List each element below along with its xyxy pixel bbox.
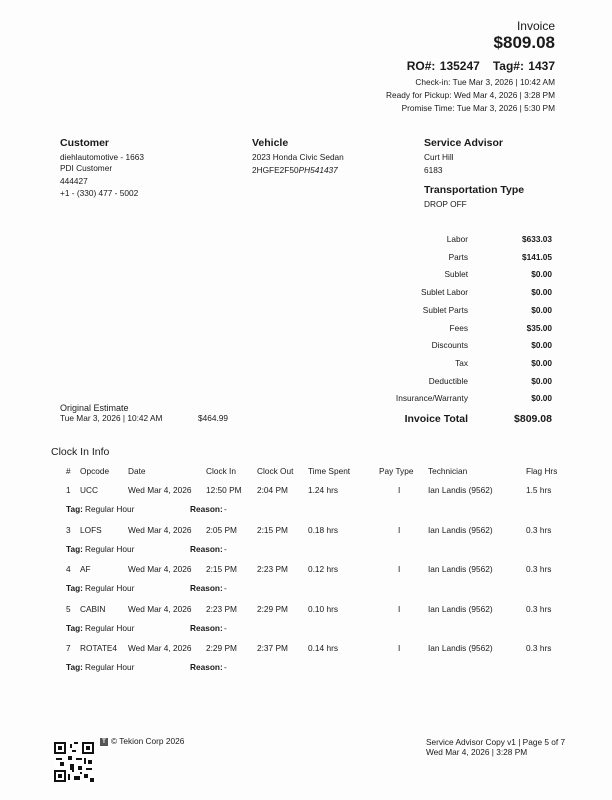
invoice-total-label: Invoice Total [404, 413, 468, 425]
ro-number: 135247 [439, 59, 480, 73]
clock-reason-label: Reason: [190, 662, 223, 673]
clock-cell-opcode: AF [80, 564, 91, 575]
summary-value: $35.00 [526, 322, 552, 333]
clock-cell-flag: 0.3 hrs [526, 524, 552, 535]
customer-type: PDI Customer [60, 163, 113, 173]
clock-column-header: Clock In [206, 466, 236, 476]
clock-cell-spent: 0.12 hrs [308, 564, 338, 575]
clock-cell-spent: 0.18 hrs [308, 524, 338, 535]
summary-value: $0.00 [531, 304, 552, 315]
clock-tag: Regular Hour [85, 662, 135, 673]
customer-heading: Customer [60, 137, 110, 149]
clock-cell-opcode: ROTATE4 [80, 643, 118, 654]
ro-tag-line [407, 59, 555, 73]
clock-cell-flag: 1.5 hrs [526, 485, 552, 495]
summary-value: $0.00 [531, 357, 552, 368]
clock-reason: - [224, 504, 227, 514]
summary-label: Labor [446, 234, 468, 244]
summary-label: Discounts [431, 340, 468, 351]
clock-cell-opcode: UCC [80, 485, 98, 495]
clock-cell-date: Wed Mar 4, 2026 [128, 603, 192, 614]
estimate-heading: Original Estimate [60, 403, 129, 413]
clock-column-header: Clock Out [257, 466, 294, 476]
clock-reason-label: Reason: [190, 504, 223, 514]
clock-cell-date: Wed Mar 4, 2026 [128, 485, 192, 495]
clock-cell-in: 2:23 PM [206, 603, 237, 614]
clock-column-header: Pay Type [379, 466, 414, 476]
estimate-date: Tue Mar 3, 2026 | 10:42 AM [60, 413, 163, 423]
vehicle-model: 2023 Honda Civic Sedan [252, 152, 344, 162]
invoice-total-amount: $809.08 [493, 33, 555, 52]
clock-tag-label: Tag: [66, 622, 83, 633]
summary-value: $633.03 [522, 234, 552, 244]
clock-reason: - [224, 662, 227, 673]
customer-number: 444427 [60, 176, 88, 186]
clock-cell-num: 3 [66, 524, 71, 535]
clock-cell-opcode: CABIN [80, 603, 106, 614]
summary-label: Deductible [428, 375, 468, 386]
summary-value: $0.00 [531, 375, 552, 386]
vin-suffix: PH541437 [298, 165, 338, 175]
ro-label: RO#: [406, 59, 436, 73]
tag-number: 1437 [528, 59, 555, 73]
clock-cell-tech: Ian Landis (9562) [428, 603, 493, 614]
clock-cell-tech: Ian Landis (9562) [428, 485, 493, 495]
clock-cell-out: 2:23 PM [257, 564, 288, 575]
clock-cell-flag: 0.3 hrs [526, 564, 552, 575]
advisor-name: Curt Hill [424, 152, 454, 162]
customer-phone: +1 - (330) 477 - 5002 [60, 188, 139, 198]
clock-cell-pay: I [398, 643, 401, 654]
clock-cell-tech: Ian Landis (9562) [428, 643, 493, 654]
summary-label: Sublet Labor [420, 287, 468, 298]
clock-cell-in: 2:05 PM [206, 524, 237, 535]
transport-heading: Transportation Type [424, 184, 525, 196]
summary-value: $0.00 [531, 269, 552, 280]
copyright-text: © Tekion Corp 2026 [111, 736, 185, 746]
clock-reason: - [224, 583, 227, 594]
clock-tag: Regular Hour [85, 504, 135, 514]
clock-tag: Regular Hour [85, 583, 135, 594]
clock-cell-num: 7 [66, 643, 71, 654]
clock-reason: - [224, 622, 227, 633]
clock-cell-flag: 0.3 hrs [526, 603, 552, 614]
summary-label: Insurance/Warranty [395, 393, 468, 404]
advisor-number: 6183 [424, 165, 443, 175]
clock-cell-tech: Ian Landis (9562) [428, 524, 493, 535]
invoice-title: Invoice [516, 19, 555, 33]
copy-info: Service Advisor Copy v1 | Page 5 of 7 [426, 737, 566, 747]
clock-column-header: Flag Hrs [526, 466, 558, 476]
clock-cell-opcode: LOFS [80, 524, 102, 535]
advisor-heading: Service Advisor [424, 137, 503, 149]
ready-time: Ready for Pickup: Wed Mar 4, 2026 | 3:28 PM [386, 90, 555, 100]
clock-tag: Regular Hour [85, 543, 135, 554]
clock-cell-date: Wed Mar 4, 2026 [128, 643, 192, 654]
clock-column-header: Technician [428, 466, 468, 476]
summary-value: $141.05 [522, 251, 552, 262]
clock-cell-out: 2:37 PM [257, 643, 288, 654]
clock-cell-in: 12:50 PM [206, 485, 242, 495]
clock-reason-label: Reason: [190, 622, 223, 633]
clock-column-header: # [66, 466, 71, 476]
clock-cell-num: 5 [66, 603, 71, 614]
clock-cell-in: 2:29 PM [206, 643, 237, 654]
clock-tag-label: Tag: [66, 504, 83, 514]
checkin-time: Check-in: Tue Mar 3, 2026 | 10:42 AM [415, 77, 555, 87]
copyright [100, 736, 184, 746]
clock-cell-num: 1 [66, 485, 71, 495]
clock-cell-date: Wed Mar 4, 2026 [128, 564, 192, 575]
clock-cell-pay: I [398, 603, 401, 614]
promise-time: Promise Time: Tue Mar 3, 2026 | 5:30 PM [401, 103, 555, 113]
summary-label: Fees [449, 322, 468, 333]
clock-column-header: Date [128, 466, 146, 476]
clock-tag: Regular Hour [85, 622, 135, 633]
tag-label: Tag#: [492, 59, 524, 73]
clock-cell-pay: I [398, 485, 401, 495]
summary-label: Tax [455, 357, 468, 368]
clock-cell-pay: I [398, 564, 401, 575]
clock-cell-spent: 1.24 hrs [308, 485, 338, 495]
summary-value: $0.00 [531, 340, 552, 351]
qr-code [54, 742, 94, 782]
clock-cell-out: 2:15 PM [257, 524, 288, 535]
clock-cell-flag: 0.3 hrs [526, 643, 552, 654]
customer-name: diehlautomotive - 1663 [60, 152, 144, 162]
summary-label: Parts [448, 251, 468, 262]
clock-cell-tech: Ian Landis (9562) [428, 564, 493, 575]
clock-tag-label: Tag: [66, 583, 83, 594]
clock-tag-label: Tag: [66, 662, 83, 673]
vehicle-vin [252, 164, 338, 176]
summary-value: $0.00 [531, 393, 552, 404]
clock-column-header: Time Spent [308, 466, 351, 476]
clock-cell-out: 2:29 PM [257, 603, 288, 614]
transport-value: DROP OFF [424, 199, 467, 209]
invoice-total-value: $809.08 [514, 413, 552, 425]
clock-tag-label: Tag: [66, 543, 83, 554]
clock-cell-out: 2:04 PM [257, 485, 288, 495]
vehicle-heading: Vehicle [252, 137, 289, 149]
print-time: Wed Mar 4, 2026 | 3:28 PM [426, 747, 528, 757]
clock-cell-num: 4 [66, 564, 71, 575]
clock-reason-label: Reason: [190, 583, 223, 594]
clock-reason: - [224, 543, 227, 554]
clock-cell-spent: 0.10 hrs [308, 603, 338, 614]
estimate-amount: $464.99 [198, 413, 228, 423]
clock-reason-label: Reason: [190, 543, 223, 554]
clock-column-header: Opcode [80, 466, 110, 476]
tekion-logo-icon: T [100, 738, 108, 746]
summary-value: $0.00 [531, 287, 552, 298]
clock-heading: Clock In Info [51, 446, 110, 458]
summary-label: Sublet Parts [422, 304, 468, 315]
summary-label: Sublet [444, 269, 468, 280]
clock-cell-spent: 0.14 hrs [308, 643, 338, 654]
clock-cell-pay: I [398, 524, 401, 535]
clock-cell-in: 2:15 PM [206, 564, 237, 575]
clock-cell-date: Wed Mar 4, 2026 [128, 524, 192, 535]
vin-prefix: 2HGFE2F50 [252, 165, 299, 175]
